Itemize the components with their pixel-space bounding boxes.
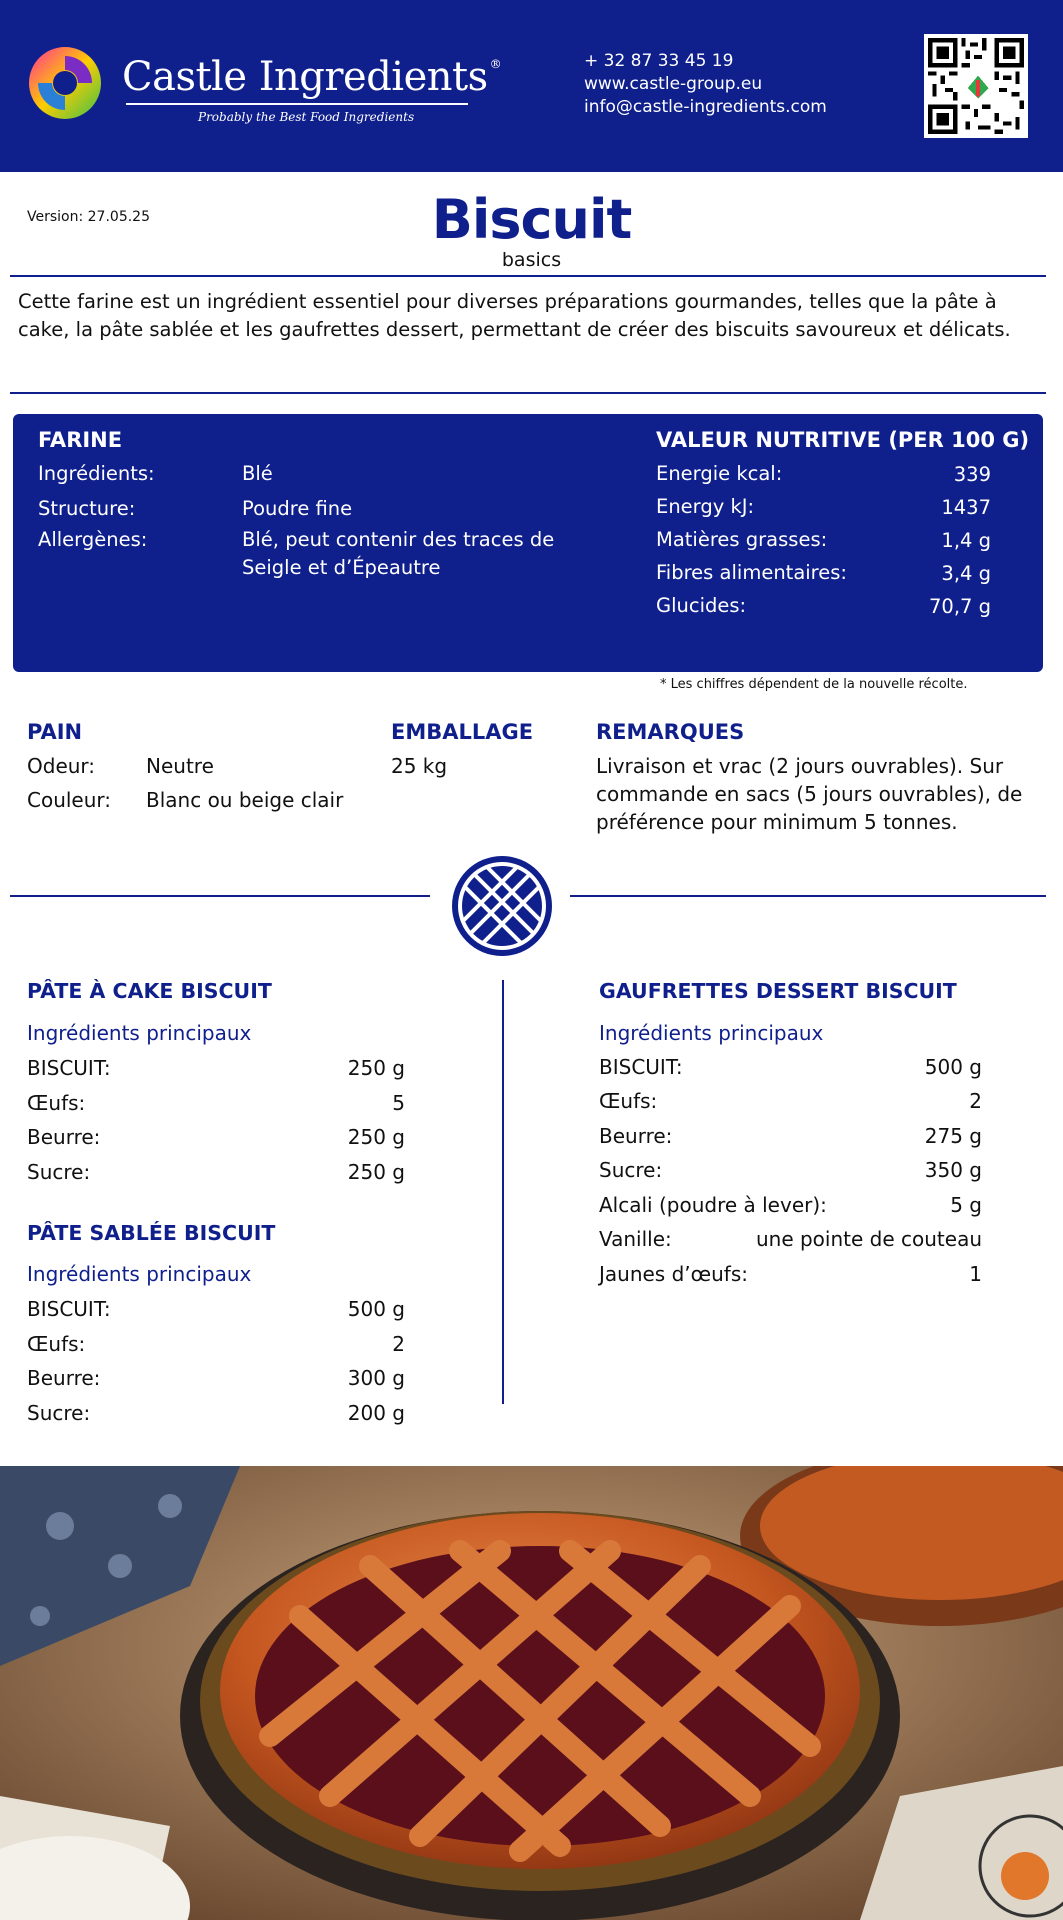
farine-value: Blé [242,462,273,485]
ingredient-label: BISCUIT: [27,1297,111,1321]
lattice-pie-icon [449,853,555,959]
brand-tagline: Probably the Best Food Ingredients [198,110,415,124]
ingredient-label: Vanille: [599,1227,672,1251]
ingredient-label: Sucre: [27,1401,91,1425]
ingredient-amount: 1 [969,1262,982,1286]
ingredient-amount: une pointe de couteau [755,1227,982,1251]
sablee-recipe-subtitle: Ingrédients principaux [27,1262,252,1286]
nutrition-value: 1437 [941,496,991,519]
header-banner [0,0,1063,172]
ingredient-label: Œufs: [599,1089,658,1113]
nutrition-label: Energie kcal: [656,462,783,485]
email-link[interactable]: info@castle-ingredients.com [584,97,827,117]
ingredient-label: BISCUIT: [27,1056,111,1080]
brand-name: Castle Ingredients ® [122,54,502,100]
version-label: Version: 27.05.25 [27,209,150,225]
farine-value-continued: Seigle et d’Épeautre [242,556,441,579]
ingredient-label: BISCUIT: [599,1055,683,1079]
pain-label: Odeur: [27,754,96,778]
nutrition-label: Fibres alimentaires: [656,561,848,584]
gaufrettes-recipe-title: GAUFRETTES DESSERT BISCUIT [599,979,957,1003]
nutrition-label: Glucides: [656,594,747,617]
contact-block [584,50,827,119]
lattice-pie-photo [0,1466,1063,1920]
intro-divider [10,392,1046,394]
nutrition-value: 70,7 g [929,595,991,618]
ingredient-amount: 5 g [950,1193,982,1217]
ingredient-amount: 2 [392,1332,405,1356]
castle-swirl-logo-icon [28,46,102,120]
remarques-text: Livraison et vrac (2 jours ouvrables). Sur commande en sacs (5 jours ouvrables), de préférence pour minimum 5 tonnes. [596,754,1023,834]
pain-label: Couleur: [27,788,112,812]
page-title: Biscuit [431,188,632,251]
ingredient-amount: 200 g [347,1401,405,1425]
ingredient-amount: 2 [969,1089,982,1113]
emballage-heading: EMBALLAGE [391,720,534,744]
ingredient-amount: 300 g [347,1366,405,1390]
nutrition-label: Matières grasses: [656,528,828,551]
ingredient-label: Sucre: [27,1160,91,1184]
emballage-value: 25 kg [391,754,448,778]
ingredient-amount: 250 g [347,1125,405,1149]
cake-recipe-subtitle: Ingrédients principaux [27,1021,252,1045]
nutrition-value: 3,4 g [941,562,991,585]
section-divider-right [570,895,1046,897]
ingredient-amount: 5 [392,1091,405,1115]
ingredient-label: Œufs: [27,1091,86,1115]
section-divider-left [10,895,430,897]
remarques-heading: REMARQUES [596,720,745,744]
ingredient-amount: 500 g [347,1297,405,1321]
ingredient-amount: 250 g [347,1160,405,1184]
ingredient-label: Jaunes d’œufs: [599,1262,748,1286]
farine-label: Structure: [38,497,136,520]
nutrition-label: Energy kJ: [656,495,755,518]
ingredient-label: Œufs: [27,1332,86,1356]
ingredient-label: Sucre: [599,1158,663,1182]
qr-code-icon[interactable] [924,34,1028,138]
harvest-footnote: * Les chiffres dépendent de la nouvelle récolte. [660,677,968,692]
sablee-recipe-title: PÂTE SABLÉE BISCUIT [27,1221,276,1245]
pain-value: Neutre [146,754,214,778]
ingredient-label: Beurre: [599,1124,673,1148]
ingredient-label: Alcali (poudre à lever): [599,1193,827,1217]
farine-label: Allergènes: [38,528,148,551]
ingredient-amount: 275 g [924,1124,982,1148]
ingredient-amount: 250 g [347,1056,405,1080]
ingredient-amount: 350 g [924,1158,982,1182]
title-divider [10,275,1046,277]
pain-heading: PAIN [27,720,83,744]
nutrition-heading: VALEUR NUTRITIVE (PER 100 G) [656,428,1030,452]
gaufrettes-recipe-subtitle: Ingrédients principaux [599,1021,824,1045]
intro-paragraph: Cette farine est un ingrédient essentiel pour diverses préparations gourmandes, telles que la pâte à cake, la pâte sablée et les gaufrettes dessert, permettant de créer des biscuits savoureux et délicats. [18,290,1011,341]
cake-recipe-title: PÂTE À CAKE BISCUIT [27,979,272,1003]
brand-underline [126,103,468,105]
farine-heading: FARINE [38,428,123,452]
nutrition-value: 1,4 g [941,529,991,552]
ingredient-label: Beurre: [27,1125,101,1149]
website-link[interactable]: www.castle-group.eu [584,74,763,94]
phone-number[interactable]: + 32 87 33 45 19 [584,51,734,71]
flour-info-panel [13,414,1043,672]
farine-value: Poudre fine [242,497,353,520]
ingredient-amount: 500 g [924,1055,982,1079]
farine-label: Ingrédients: [38,462,155,485]
ingredient-label: Beurre: [27,1366,101,1390]
recipe-column-divider [502,980,504,1404]
pain-value: Blanc ou beige clair [146,788,344,812]
farine-value: Blé, peut contenir des traces de [242,528,555,551]
page-subtitle: basics [501,249,562,271]
nutrition-value: 339 [953,463,991,486]
